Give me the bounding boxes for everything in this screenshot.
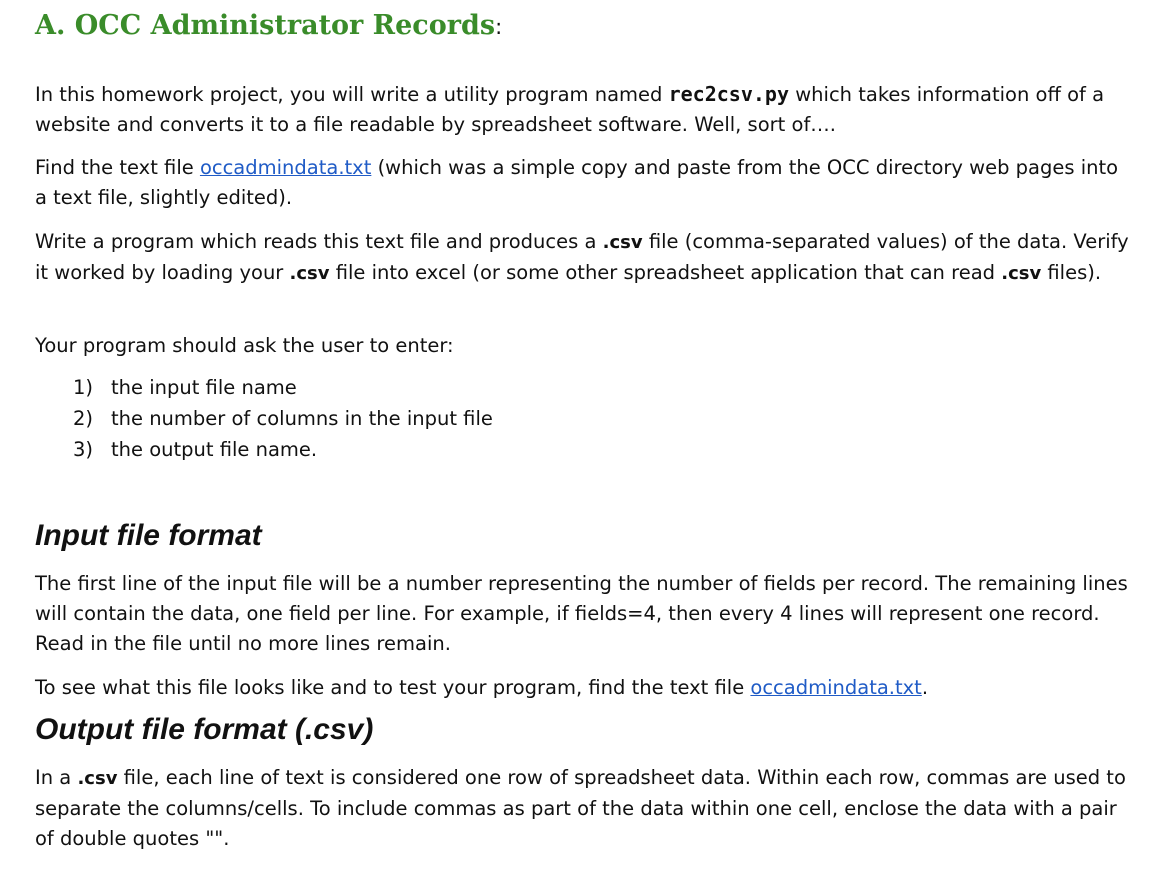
find-paragraph: [35, 153, 1130, 213]
csv-extension: .csv: [1001, 263, 1042, 284]
input-steps-list: [73, 372, 493, 465]
write-text-1: Write a program which reads this text file and produces a: [35, 230, 603, 253]
program-name: rec2csv.py: [668, 82, 790, 106]
csv-extension: .csv: [289, 263, 330, 284]
occadmindata-link[interactable]: occadmindata.txt: [199, 156, 372, 179]
see-paragraph: [35, 673, 1130, 703]
output-format-paragraph: [35, 763, 1130, 854]
list-item: [73, 403, 493, 434]
see-text-2: .: [921, 676, 929, 699]
see-text-1: To see what this file looks like and to test your program, find the text file: [35, 676, 751, 699]
csv-extension: .csv: [602, 232, 643, 253]
input-format-heading: Input file format: [35, 519, 262, 552]
write-text-3: file into excel (or some other spreadsheet application that can read: [329, 261, 1002, 284]
list-item-text: the number of columns in the input file: [111, 407, 493, 430]
list-item-number: 1): [73, 376, 94, 399]
write-text-4: files).: [1041, 261, 1102, 284]
list-item-number: 3): [73, 438, 94, 461]
output-format-heading: Output file format (.csv): [35, 713, 374, 746]
csv-extension: .csv: [77, 768, 118, 789]
section-title-colon: :: [495, 15, 503, 39]
occadmindata-link[interactable]: occadmindata.txt: [750, 676, 922, 699]
find-text-1: Find the text file: [35, 156, 200, 179]
intro-text-1: In this homework project, you will write a utility program named: [35, 83, 669, 106]
section-title-text: A. OCC Administrator Records: [35, 10, 496, 41]
find-text-2: (which was a simple copy and paste from the OCC directory web pages into a text file, slightly edited).: [35, 156, 1119, 209]
output-text-1: In a: [35, 766, 78, 789]
list-item-text: the input file name: [111, 376, 297, 399]
intro-paragraph: [35, 79, 1130, 140]
write-paragraph: [35, 227, 1130, 289]
list-item-number: 2): [73, 407, 94, 430]
list-item: [73, 372, 493, 403]
write-text-2: file (comma-separated values) of the data. Verify it worked by loading your: [35, 230, 1129, 284]
section-title: [35, 10, 502, 41]
list-item-text: the output file name.: [111, 438, 318, 461]
intro-text-2: which takes information off of a website and converts it to a file readable by spreadsheet software. Well, sort of….: [35, 83, 1105, 136]
list-item: [73, 434, 493, 465]
ask-paragraph: Your program should ask the user to enter:: [35, 334, 454, 357]
output-text-2: file, each line of text is considered one row of spreadsheet data. Within each row, commas are used to separate the columns/cells. To include commas as part of the data within one cell, enclose the data with a pair of double quotes "".: [35, 766, 1126, 850]
input-format-paragraph: The first line of the input file will be a number representing the number of fields per record. The remaining lines will contain the data, one field per line. For example, if fields=4, then every 4 lines will represent one record. Read in the file until no more lines remain.: [35, 572, 1128, 655]
